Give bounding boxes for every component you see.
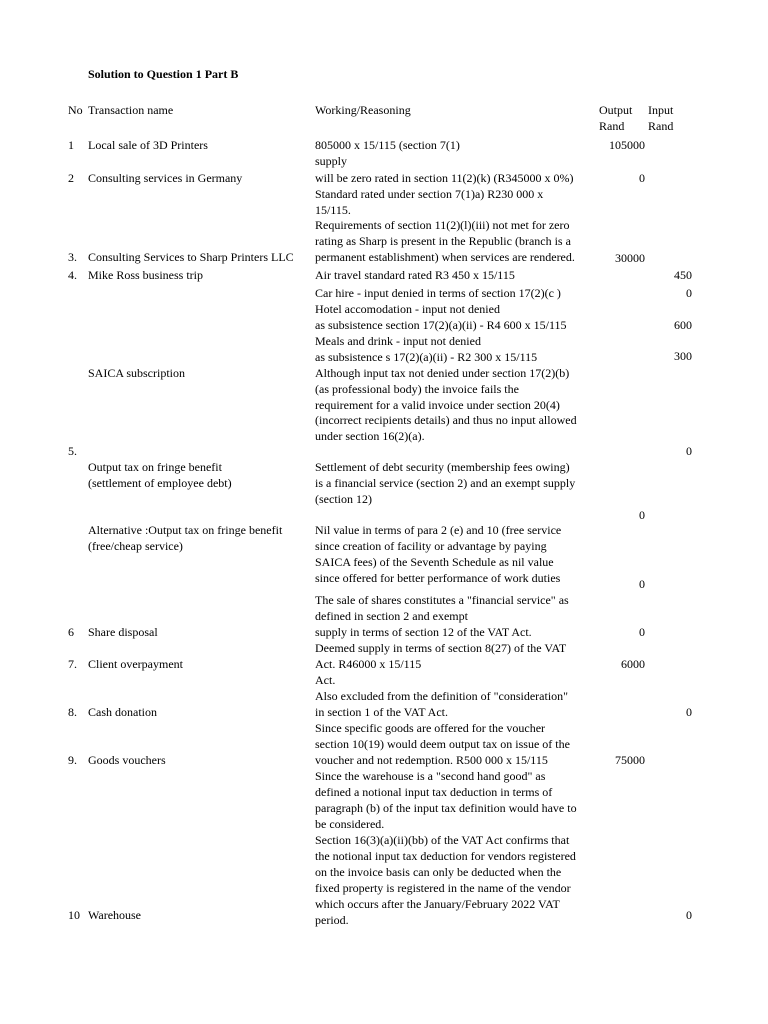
working-line: Requirements of section 11(2)(l)(iii) not met for zero [315,218,570,232]
working-line: which occurs after the January/February 2022 VAT [315,897,560,911]
working-line: supply [315,154,348,168]
working-line: 15/115. [315,203,351,217]
working-line: defined a notional input tax deduction in terms of [315,785,553,799]
working-line: will be zero rated in section 11(2)(k) (R345000 x 0%) [315,171,574,185]
working-line: paragraph (b) of the input tax definition would have to [315,801,577,815]
working-line: is a financial service (section 2) and an exempt supply [315,476,576,490]
working-line: (as professional body) the invoice fails the [315,382,519,396]
row-number: 3. [68,250,77,264]
working-line: Standard rated under section 7(1)a) R230 000 x [315,187,544,201]
header-input [648,102,688,134]
working-line: supply in terms of section 12 of the VAT Act. [315,625,532,639]
working-line: as subsistence s 17(2)(a)(ii) - R2 300 x 15/115 [315,350,538,364]
output-value: 75000 [615,753,645,767]
working-line: Hotel accomodation - input not denied [315,302,500,316]
working-line: Deemed supply in terms of section 8(27) of the VAT [315,641,567,655]
working-line: Settlement of debt security (membership fees owing) [315,460,570,474]
working-line: section 10(19) would deem output tax on issue of the [315,737,570,751]
header-no: No [68,103,83,117]
working-line: since creation of facility or advantage by paying [315,539,547,553]
input-value: 0 [686,705,692,719]
transaction-name: Output tax on fringe benefit [88,460,222,474]
transaction-name: SAICA subscription [88,366,186,380]
input-value: 0 [686,908,692,922]
working-line: requirement for a valid invoice under section 20(4) [315,398,560,412]
header-working: Working/Reasoning [315,103,411,117]
transaction-name: Consulting Services to Sharp Printers LLC [88,250,294,264]
row-number: 5. [68,444,77,458]
row-number: 2 [68,171,74,185]
header-transaction-name: Transaction name [88,103,174,117]
output-value: 0 [639,577,645,591]
working-line: voucher and not redemption. R500 000 x 15/115 [315,753,548,767]
working-line: The sale of shares constitutes a "financial service" as [315,593,569,607]
transaction-name: Local sale of 3D Printers [88,138,208,152]
row-number: 9. [68,753,77,767]
working-line: since offered for better performance of work duties [315,571,561,585]
page-title: Solution to Question 1 Part B [88,67,239,81]
working-line: Section 16(3)(a)(ii)(bb) of the VAT Act confirms that [315,833,570,847]
header-output-line1: Output [599,103,633,117]
working-line: permanent establishment) when services are rendered. [315,250,575,264]
working-line: rating as Sharp is present in the Republic (branch is a [315,234,571,248]
output-value: 0 [639,508,645,522]
row-number: 7. [68,657,77,671]
transaction-name: Share disposal [88,625,158,639]
working-line: Although input tax not denied under section 17(2)(b) [315,366,570,380]
working-line: as subsistence section 17(2)(a)(ii) - R4 600 x 15/115 [315,318,567,332]
transaction-name: Consulting services in Germany [88,171,243,185]
header-input-line1: Input [648,103,674,117]
row-number: 1 [68,138,74,152]
transaction-name: (settlement of employee debt) [88,476,232,490]
working-line: Also excluded from the definition of "consideration" [315,689,569,703]
header-output-line2: Rand [599,119,625,133]
transaction-name: Cash donation [88,705,157,719]
working-line: (section 12) [315,492,372,506]
working-line: (incorrect recipients details) and thus no input allowed [315,413,577,427]
working-line: under section 16(2)(a). [315,429,425,443]
working-line: Since the warehouse is a "second hand good" as [315,769,546,783]
transaction-name: Mike Ross business trip [88,268,204,282]
working-line: Air travel standard rated R3 450 x 15/115 [315,268,515,282]
working-line: Nil value in terms of para 2 (e) and 10 (free service [315,523,562,537]
working-line: on the invoice basis can only be deducted when the [315,865,562,879]
working-line: the notional input tax deduction for vendors registered [315,849,576,863]
row-number: 8. [68,705,77,719]
working-line: Since specific goods are offered for the voucher [315,721,546,735]
transaction-name: Goods vouchers [88,753,166,767]
working-line: fixed property is registered in the name of the vendor [315,881,571,895]
working-line: in section 1 of the VAT Act. [315,705,448,719]
working-line: Act. [315,673,336,687]
row-number: 4. [68,268,77,282]
input-value: 450 [674,268,692,282]
row-number: 10 [68,908,80,922]
input-value: 0 [686,286,692,300]
input-value: 300 [674,349,692,363]
transaction-name: Client overpayment [88,657,183,671]
output-value: 0 [639,625,645,639]
input-value: 0 [686,444,692,458]
header-input-line2: Rand [648,119,674,133]
working-line: Meals and drink - input not denied [315,334,481,348]
output-value: 105000 [609,138,645,152]
working-line: defined in section 2 and exempt [315,609,468,623]
row-number: 6 [68,625,74,639]
input-value: 600 [674,318,692,332]
working-line: SAICA fees) of the Seventh Schedule as nil value [315,555,554,569]
working-line: be considered. [315,817,385,831]
transaction-name: (free/cheap service) [88,539,183,553]
working-line: period. [315,913,349,927]
working-line: Car hire - input denied in terms of section 17(2)(c ) [315,286,561,300]
transaction-name: Warehouse [88,908,142,922]
working-line: Act. R46000 x 15/115 [315,657,422,671]
output-value: 30000 [615,251,645,265]
working-line: 805000 x 15/115 (section 7(1) [315,138,460,152]
output-value: 0 [639,171,645,185]
output-value: 6000 [621,657,645,671]
transaction-name: Alternative :Output tax on fringe benefit [88,523,283,537]
header-output [599,102,639,134]
